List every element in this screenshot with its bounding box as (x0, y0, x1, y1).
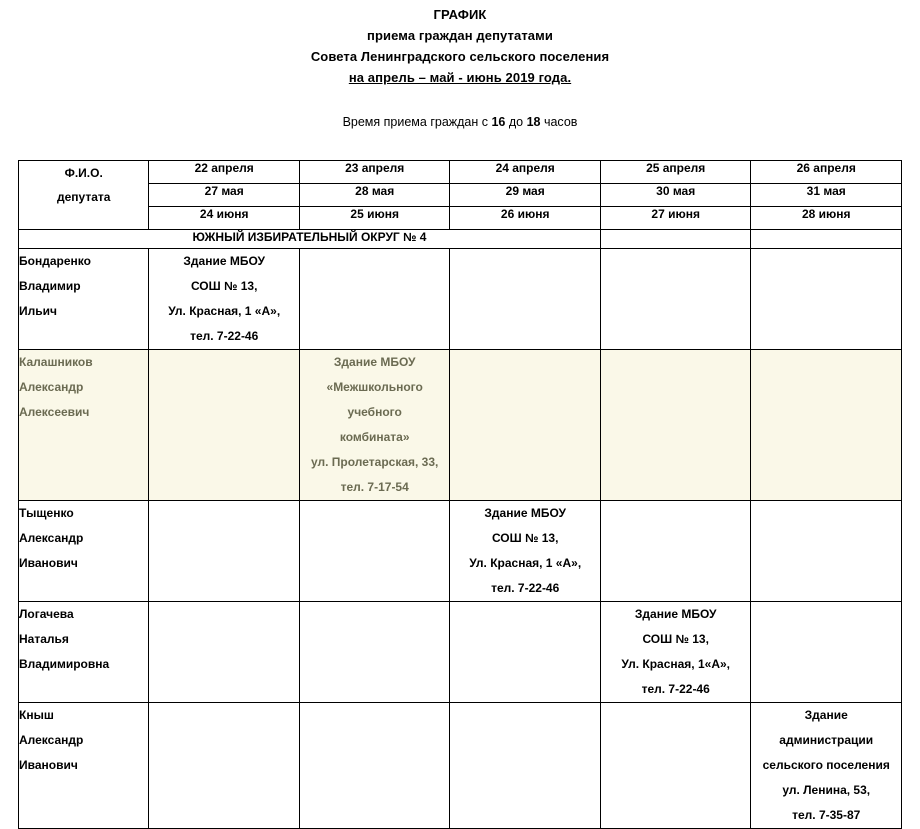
deputy-name-line: Бондаренко (19, 254, 91, 268)
reception-location-cell (149, 249, 300, 350)
reception-location-line: тел. 7-17-54 (340, 480, 409, 494)
title-line-3: Совета Ленинградского сельского поселения (310, 49, 610, 64)
document-header (0, 0, 920, 88)
reception-location-line: тел. 7-35-87 (792, 808, 861, 822)
reception-note-from: 16 (491, 115, 506, 129)
date-header: 26 апреля (751, 161, 902, 184)
date-header: 28 июня (751, 207, 902, 230)
column-header-deputy-line1: Ф.И.О. (64, 166, 103, 180)
reception-note-prefix: Время приема граждан с (342, 115, 492, 129)
table-row (19, 703, 902, 829)
reception-location-cell (600, 602, 751, 703)
reception-location-line: Здание МБОУ (333, 355, 416, 369)
date-header: 24 июня (149, 207, 300, 230)
date-header: 30 мая (600, 184, 751, 207)
table-header-row-1 (19, 161, 902, 184)
column-header-deputy-line2: депутата (56, 190, 111, 204)
date-header: 24 апреля (450, 161, 601, 184)
district-label: ЮЖНЫЙ ИЗБИРАТЕЛЬНЫЙ ОКРУГ № 4 (19, 230, 601, 249)
reception-location-line: Здание МБОУ (634, 607, 717, 621)
reception-location-line: СОШ № 13, (642, 632, 709, 646)
deputy-name-line: Ильич (19, 304, 57, 318)
table-row (19, 501, 902, 602)
date-header: 27 мая (149, 184, 300, 207)
title-line-4: на апрель – май - июнь 2019 года. (348, 70, 572, 85)
date-header: 31 мая (751, 184, 902, 207)
reception-location-line: Здание МБОУ (484, 506, 566, 520)
deputy-name-line: Калашников (19, 355, 93, 369)
date-header: 25 апреля (600, 161, 751, 184)
reception-location-line: ул. Ленина, 53, (782, 783, 871, 797)
table-row (19, 602, 902, 703)
empty-cell (600, 501, 751, 602)
district-row (19, 230, 902, 249)
table-row (19, 249, 902, 350)
empty-cell (450, 602, 601, 703)
deputy-name-line: Тыщенко (19, 506, 74, 520)
deputy-name-line: Владимировна (19, 657, 110, 671)
deputy-name-cell (19, 703, 149, 829)
reception-location-line: «Межшкольного (326, 380, 423, 394)
table-header-row-2 (19, 184, 902, 207)
reception-location-line: администрации (779, 733, 874, 747)
empty-cell (149, 501, 300, 602)
deputy-name-line: Иванович (19, 556, 78, 570)
reception-location-line: Ул. Красная, 1 «А», (469, 556, 582, 570)
empty-cell (751, 249, 902, 350)
deputy-name-line: Александр (19, 531, 84, 545)
reception-location-line: ул. Пролетарская, 33, (311, 455, 439, 469)
deputy-name-line: Наталья (19, 632, 69, 646)
district-spacer-cell (751, 230, 902, 249)
empty-cell (600, 249, 751, 350)
date-header: 28 мая (299, 184, 450, 207)
deputy-name-line: Иванович (19, 758, 78, 772)
table-header-row-3 (19, 207, 902, 230)
reception-note-to: 18 (526, 115, 541, 129)
empty-cell (299, 501, 450, 602)
empty-cell (149, 703, 300, 829)
reception-location-cell (450, 501, 601, 602)
deputy-name-line: Алексеевич (19, 405, 90, 419)
date-header: 25 июня (299, 207, 450, 230)
date-header: 26 июня (450, 207, 601, 230)
empty-cell (600, 703, 751, 829)
schedule-table (18, 160, 902, 829)
deputy-name-cell (19, 501, 149, 602)
empty-cell (299, 602, 450, 703)
empty-cell (751, 350, 902, 501)
reception-location-line: СОШ № 13, (190, 279, 258, 293)
reception-location-line: Здание МБОУ (183, 254, 265, 268)
deputy-name-cell (19, 602, 149, 703)
reception-hours-note (0, 115, 920, 129)
date-header: 22 апреля (149, 161, 300, 184)
reception-note-mid: до (505, 115, 527, 129)
reception-location-line: тел. 7-22-46 (641, 682, 710, 696)
deputy-name-line: Александр (19, 733, 84, 747)
title-line-1: ГРАФИК (433, 7, 487, 22)
empty-cell (149, 350, 300, 501)
date-header: 29 мая (450, 184, 601, 207)
table-row (19, 350, 902, 501)
deputy-name-line: Владимир (19, 279, 81, 293)
deputy-name-line: Логачева (19, 607, 74, 621)
title-line-2: приема граждан депутатами (367, 28, 553, 43)
reception-location-line: Ул. Красная, 1«А», (621, 657, 730, 671)
reception-location-line: Здание (804, 708, 848, 722)
deputy-name-cell (19, 350, 149, 501)
empty-cell (600, 350, 751, 501)
reception-location-cell (751, 703, 902, 829)
reception-location-line: СОШ № 13, (491, 531, 559, 545)
reception-location-line: тел. 7-22-46 (190, 329, 259, 343)
empty-cell (299, 249, 450, 350)
reception-location-line: комбината» (339, 430, 410, 444)
empty-cell (450, 249, 601, 350)
empty-cell (751, 501, 902, 602)
empty-cell (450, 703, 601, 829)
empty-cell (149, 602, 300, 703)
deputy-name-line: Кныш (19, 708, 54, 722)
empty-cell (751, 602, 902, 703)
empty-cell (450, 350, 601, 501)
reception-location-cell (299, 350, 450, 501)
date-header: 23 апреля (299, 161, 450, 184)
reception-location-line: Ул. Красная, 1 «А», (168, 304, 281, 318)
date-header: 27 июня (600, 207, 751, 230)
empty-cell (299, 703, 450, 829)
deputy-name-line: Александр (19, 380, 84, 394)
reception-location-line: тел. 7-22-46 (491, 581, 560, 595)
reception-location-line: сельского поселения (762, 758, 890, 772)
reception-note-suffix: часов (540, 115, 578, 129)
reception-location-line: учебного (347, 405, 402, 419)
district-spacer-cell (600, 230, 751, 249)
deputy-name-cell (19, 249, 149, 350)
column-header-deputy (19, 161, 149, 230)
